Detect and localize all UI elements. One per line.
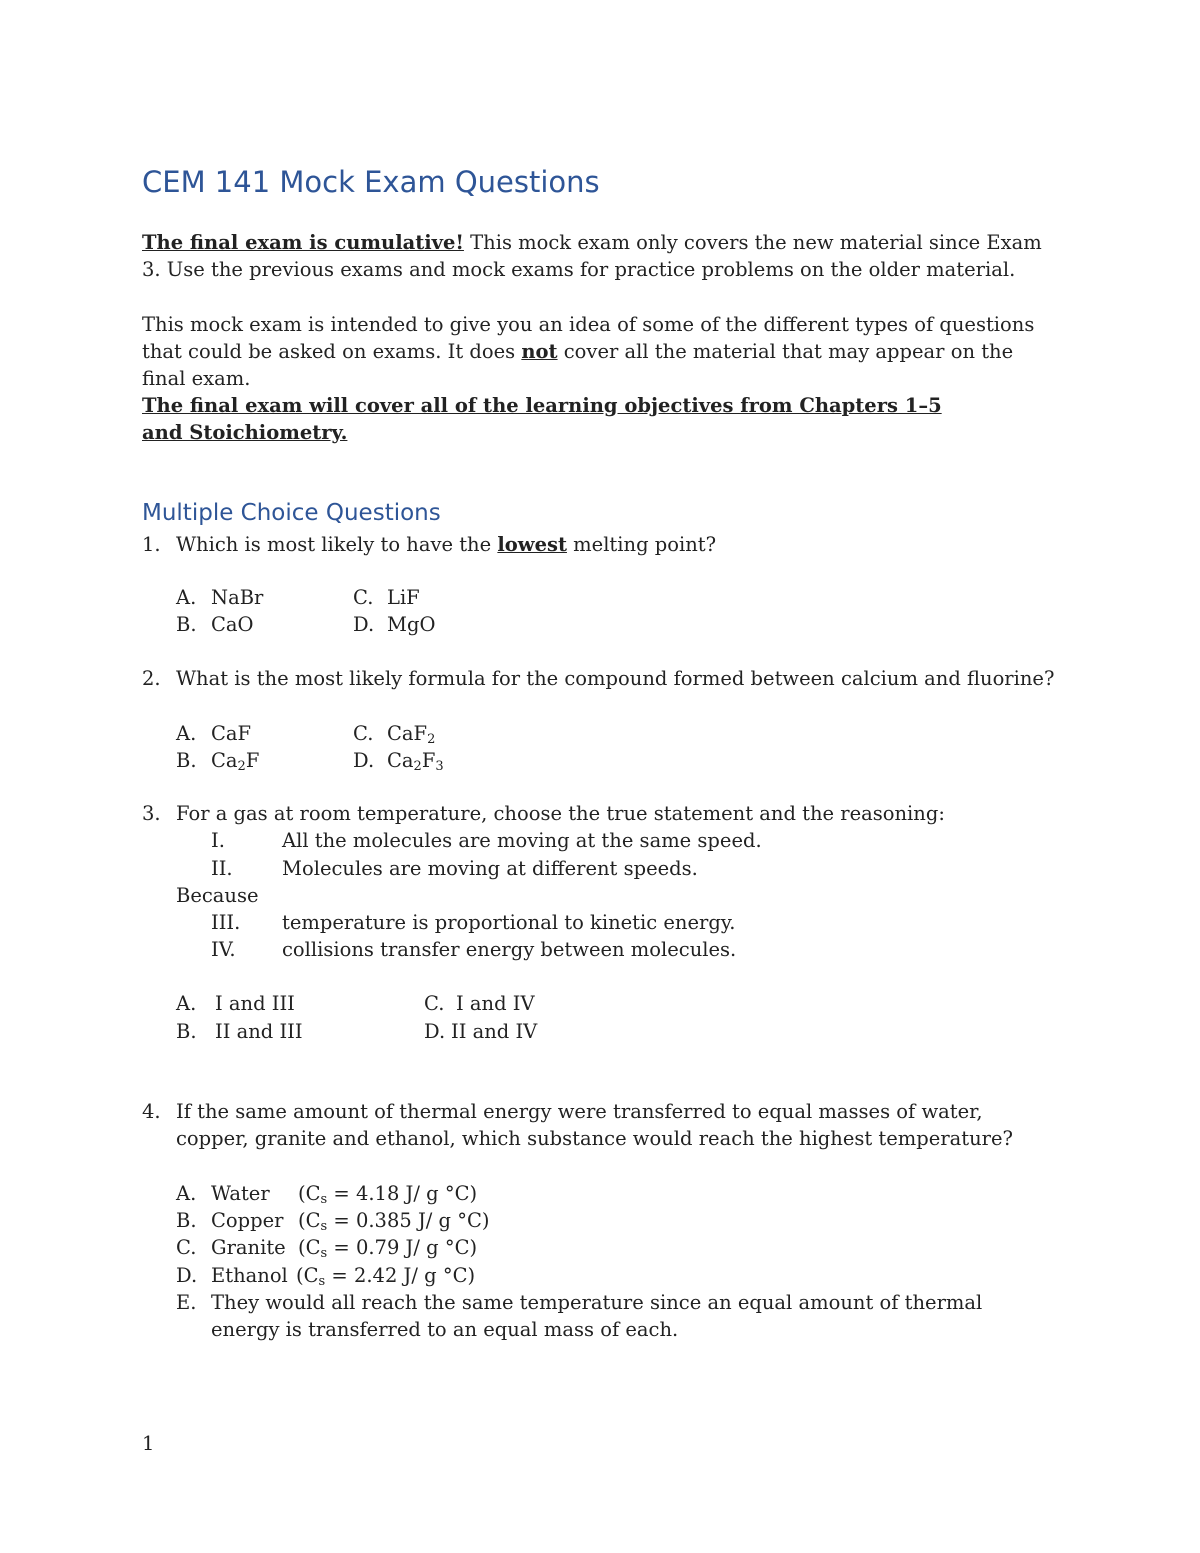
lowest-emphasis: lowest (497, 533, 567, 556)
option-text: I and III (215, 992, 295, 1015)
option-letter: D. (353, 749, 375, 772)
reason-numeral: IV. (211, 938, 236, 961)
option-letter: B. (176, 749, 197, 772)
option-substance: Copper (211, 1209, 284, 1232)
option-letter: A. (176, 586, 197, 609)
option-letter: C. (353, 722, 374, 745)
option-text: MgO (387, 613, 436, 636)
option-substance: Granite (211, 1236, 286, 1259)
section-title: Multiple Choice Questions (142, 500, 441, 526)
cs-value: = 0.79 J/ g °C) (327, 1236, 478, 1259)
statement-text: All the molecules are moving at the same speed. (282, 829, 762, 852)
because-label: Because (176, 884, 259, 907)
cs-symbol: (C (298, 1209, 321, 1232)
option-letter: A. (176, 722, 197, 745)
question-number: 1. (142, 533, 161, 556)
option-letter: D. (424, 1020, 446, 1043)
reason-text: temperature is proportional to kinetic energy. (282, 911, 736, 934)
formula-subscript: 2 (427, 732, 436, 747)
coverage-notice: The final exam will cover all of the learning objectives from Chapters 1–5 and Stoichiometry. (142, 394, 942, 444)
question-text-b: melting point? (566, 533, 717, 556)
question-text (176, 531, 716, 558)
option-text: II and IV (451, 1020, 538, 1043)
intro-paragraph-1 (142, 229, 1062, 283)
cs-value: = 0.385 J/ g °C) (327, 1209, 490, 1232)
cs-symbol: (C (298, 1182, 321, 1205)
option-text: LiF (387, 586, 420, 609)
option-heat-capacity (296, 1262, 475, 1289)
cs-symbol: (C (296, 1264, 319, 1287)
intro-paragraph-2-text-a: This mock exam is intended to give you an idea of some of the different types of questions that could be asked on exams. It does (142, 313, 1035, 363)
option-letter: C. (353, 586, 374, 609)
option-formula (211, 720, 251, 747)
not-emphasis: not (521, 340, 558, 363)
option-substance: Ethanol (211, 1264, 288, 1287)
cs-value: = 2.42 J/ g °C) (325, 1264, 476, 1287)
option-text: NaBr (211, 586, 264, 609)
page-number: 1 (142, 1432, 155, 1455)
question-number: 3. (142, 802, 161, 825)
cs-subscript: s (320, 1246, 328, 1261)
formula-subscript: 2 (413, 759, 422, 774)
statement-text: Molecules are moving at different speeds. (282, 857, 698, 880)
statement-numeral: II. (211, 857, 233, 880)
formula-base: CaF (387, 722, 428, 745)
page-title: CEM 141 Mock Exam Questions (142, 165, 600, 199)
question-text: If the same amount of thermal energy were transferred to equal masses of water, copper, granite and ethanol, which substance would reach the highest temperature? (176, 1100, 1013, 1150)
option-text: They would all reach the same temperature since an equal amount of thermal energy is transferred to an equal mass of each. (211, 1291, 983, 1341)
formula-base: CaF (211, 722, 252, 745)
cs-subscript: s (320, 1192, 328, 1207)
reason-text: collisions transfer energy between molecules. (282, 938, 737, 961)
option-heat-capacity (298, 1207, 490, 1234)
formula-base: Ca (211, 749, 238, 772)
cs-subscript: s (318, 1274, 326, 1289)
question-text: For a gas at room temperature, choose the true statement and the reasoning: (176, 802, 945, 825)
formula-tail: F (421, 749, 436, 772)
option-text: I and IV (456, 992, 535, 1015)
option-letter: D. (176, 1264, 198, 1287)
option-substance: Water (211, 1182, 270, 1205)
option-heat-capacity (298, 1180, 477, 1207)
question-text-a: Which is most likely to have the (176, 533, 498, 556)
question-text: What is the most likely formula for the compound formed between calcium and fluorine? (176, 667, 1055, 690)
option-formula (387, 720, 435, 747)
option-formula (387, 747, 444, 774)
cumulative-notice: The final exam is cumulative! (142, 231, 464, 254)
cs-symbol: (C (298, 1236, 321, 1259)
statement-numeral: I. (211, 829, 225, 852)
option-formula (211, 747, 259, 774)
option-letter: B. (176, 613, 197, 636)
formula-subscript: 2 (237, 759, 246, 774)
option-letter: B. (176, 1020, 197, 1043)
option-letter: B. (176, 1209, 197, 1232)
option-text: CaO (211, 613, 254, 636)
formula-subscript: 3 (435, 759, 444, 774)
question-number: 2. (142, 667, 161, 690)
cs-value: = 4.18 J/ g °C) (327, 1182, 478, 1205)
intro-paragraph-3 (142, 392, 942, 446)
option-letter: C. (176, 1236, 197, 1259)
option-letter: A. (176, 1182, 197, 1205)
intro-paragraph-1-text: This mock exam only covers the new material since Exam 3. Use the previous exams and mock exams for practice problems on the older material. (142, 231, 1042, 281)
intro-paragraph-2-text-b: cover all the material that may appear on the final exam. (142, 340, 1014, 390)
formula-tail: F (245, 749, 260, 772)
option-letter: A. (176, 992, 197, 1015)
option-heat-capacity (298, 1234, 477, 1261)
option-text: II and III (215, 1020, 303, 1043)
reason-numeral: III. (211, 911, 241, 934)
option-letter: E. (176, 1291, 197, 1314)
option-letter: C. (424, 992, 445, 1015)
intro-paragraph-2 (142, 311, 1062, 392)
cs-subscript: s (320, 1219, 328, 1234)
option-letter: D. (353, 613, 375, 636)
question-number: 4. (142, 1100, 161, 1123)
formula-base: Ca (387, 749, 414, 772)
